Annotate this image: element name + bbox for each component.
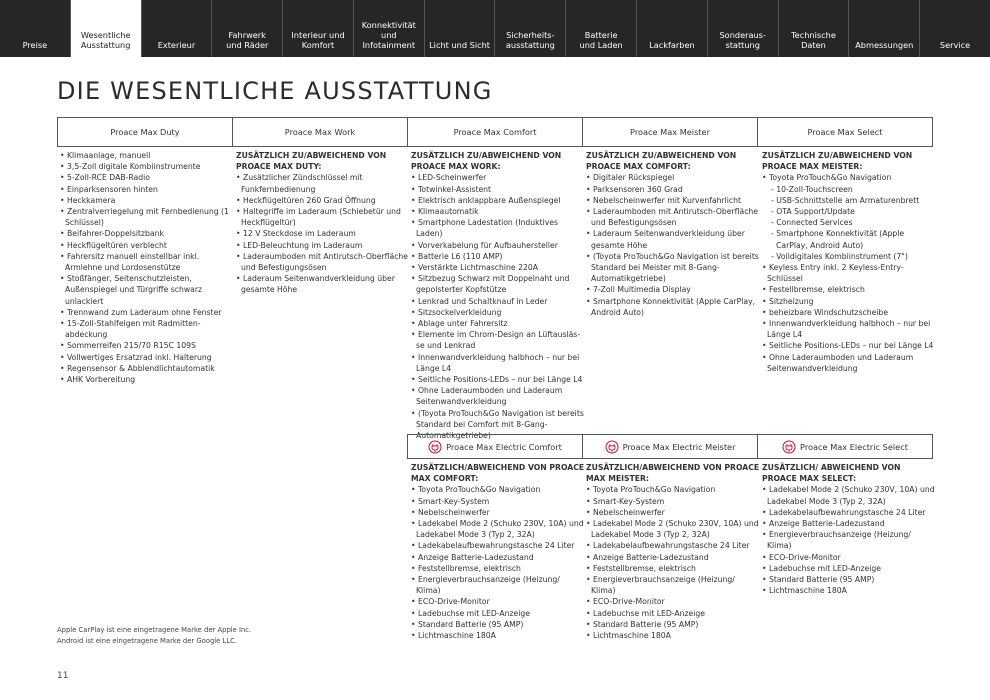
feature-column <box>586 150 761 318</box>
feature-item: • ECO-Drive-Monitor <box>586 596 761 607</box>
top-nav <box>0 0 990 57</box>
feature-item: • Toyota ProTouch&Go Navigation <box>586 484 761 495</box>
electric-header-label: Proace Max Electric Meister <box>622 441 736 452</box>
feature-item: • Stoßfänger, Seitenschutzleisten, Außenspiegel und Türgriffe schwarz unlackiert <box>60 273 235 307</box>
feature-item: • Ladekabel Mode 2 (Schuko 230V, 10A) und Ladekabel Mode 3 (Typ 2, 32A) <box>411 518 586 540</box>
nav-tab-label: Preise <box>22 40 48 50</box>
feature-item: • Lichtmaschine 180A <box>586 630 761 641</box>
nav-tab-label: Interieur und Komfort <box>291 30 345 50</box>
feature-item: • 7-Zoll Multimedia Display <box>586 284 761 295</box>
feature-item: • LED-Scheinwerfer <box>411 172 586 183</box>
feature-item: • Anzeige Batterie-Ladezustand <box>411 552 586 563</box>
nav-tab-2[interactable] <box>142 0 213 57</box>
feature-item: • LED-Beleuchtung im Laderaum <box>236 240 411 251</box>
footnote-android: Android ist eine eingetragene Marke der Google LLC. <box>57 637 237 645</box>
electric-feature-column <box>586 462 761 641</box>
nav-tab-11[interactable] <box>779 0 850 57</box>
feature-item: • Standard Batterie (95 AMP) <box>586 619 761 630</box>
page-title: DIE WESENTLICHE AUSSTATTUNG <box>57 77 493 105</box>
footnote-apple: Apple CarPlay ist eine eingetragene Marke der Apple Inc. <box>57 626 252 634</box>
feature-item: • Ladekabelaufbewahrungstasche 24 Liter <box>762 507 937 518</box>
nav-tab-label: Licht und Sicht <box>429 40 491 50</box>
feature-item: • Energieverbrauchsanzeige (Heizung/ Klima) <box>586 574 761 596</box>
feature-item: • Regensensor & Abblendlichtautomatik <box>60 363 235 374</box>
nav-tab-label: Lackfarben <box>649 40 695 50</box>
feature-item: • Anzeige Batterie-Ladezustand <box>762 518 937 529</box>
column-subhead: ZUSÄTZLICH/ABWEICHEND VON PROACE MAX MEISTER: <box>586 463 760 484</box>
nav-tab-label: Abmessungen <box>855 40 914 50</box>
feature-item: • Trennwand zum Laderaum ohne Fenster <box>60 307 235 318</box>
nav-tab-13[interactable] <box>920 0 990 57</box>
feature-item: • Zusätzlicher Zündschlüssel mit Funkfernbedienung <box>236 172 411 194</box>
column-header: Proace Max Select <box>807 127 883 137</box>
feature-item: • Parksensoren 360 Grad <box>586 184 761 195</box>
nav-tab-label: Exterieur <box>157 40 196 50</box>
nav-tab-label: Service <box>939 40 971 50</box>
feature-column <box>60 150 235 385</box>
feature-item: • Elektrisch anklappbare Außenspiegel <box>411 195 586 206</box>
electric-column-header <box>583 435 758 458</box>
electric-feature-column <box>762 462 937 596</box>
nav-tab-label: Sicherheits- ausstattung <box>505 30 555 50</box>
feature-item: • Toyota ProTouch&Go Navigation <box>762 172 937 183</box>
feature-item: • Ohne Laderaumboden und Laderaum Seitenwandverkleidung <box>762 352 937 374</box>
feature-item: • Laderaumboden mit Antirutsch-Oberfläche und Befestigungsösen <box>236 251 411 273</box>
feature-item: • Klimaanlage, manuell <box>60 150 235 161</box>
feature-item: • 3,5-Zoll digitale Kombiinstrumente <box>60 161 235 172</box>
nav-tab-10[interactable] <box>708 0 779 57</box>
feature-item: • Ladebuchse mit LED-Anzeige <box>411 608 586 619</box>
nav-tab-label: Konnektivität und Infotainment <box>361 20 416 50</box>
feature-item: • Heckkamera <box>60 195 235 206</box>
feature-item: • Seitliche Positions-LEDs – nur bei Länge L4 <box>411 374 586 385</box>
feature-item: • Sitzheizung <box>762 296 937 307</box>
feature-item: • Heckflügeltüren verblecht <box>60 240 235 251</box>
feature-item: • Nebelscheinwerfer mit Kurvenfahrlicht <box>586 195 761 206</box>
feature-item: • Smartphone Konnektivität (Apple CarPlay, Android Auto) <box>586 296 761 318</box>
feature-item: • Verstärkte Lichtmaschine 220A <box>411 262 586 273</box>
column-header: Proace Max Comfort <box>408 118 583 146</box>
nav-tab-12[interactable] <box>849 0 920 57</box>
feature-item: • Totwinkel-Assistent <box>411 184 586 195</box>
feature-item: • Einparksensoren hinten <box>60 184 235 195</box>
electric-header-row <box>407 434 933 459</box>
feature-item: • Ladekabelaufbewahrungstasche 24 Liter <box>411 540 586 551</box>
nav-tab-1[interactable] <box>71 0 142 57</box>
feature-item: • 15-Zoll-Stahlfelgen mit Radmitten-abdeckung <box>60 318 235 340</box>
electric-column-header <box>758 435 932 458</box>
nav-tab-0[interactable] <box>0 0 71 57</box>
feature-item: - Volldigitales Kombiinstrument (7") <box>762 251 937 262</box>
feature-item: • Lenkrad und Schaltknauf in Leder <box>411 296 586 307</box>
feature-item: • Seitliche Positions-LEDs – nur bei Länge L4 <box>762 340 937 351</box>
feature-item: • Fahrersitz manuell einstellbar inkl. Armlehne und Lordosenstütze <box>60 251 235 273</box>
nav-tab-label: Wesentliche Ausstattung <box>80 30 131 50</box>
column-subhead: ZUSÄTZLICH ZU/ABWEICHEND VON PROACE MAX COMFORT: <box>586 151 737 172</box>
feature-item: • Ladekabelaufbewahrungstasche 24 Liter <box>586 540 761 551</box>
nav-tab-label: Technische Daten <box>791 30 836 50</box>
feature-item: • Standard Batterie (95 AMP) <box>762 574 937 585</box>
feature-item: • Toyota ProTouch&Go Navigation <box>411 484 586 495</box>
nav-tab-6[interactable] <box>425 0 496 57</box>
electric-header-label: Proace Max Electric Comfort <box>446 441 562 452</box>
table-header-row <box>57 117 933 147</box>
column-subhead: ZUSÄTZLICH ZU/ABWEICHEND VON PROACE MAX WORK: <box>411 151 562 172</box>
nav-tab-7[interactable] <box>495 0 566 57</box>
feature-item: - Smartphone Konnektivität (Apple CarPlay, Android Auto) <box>762 228 937 250</box>
feature-item: • Ladekabel Mode 2 (Schuko 230V, 10A) und Ladekabel Mode 3 (Typ 2, 32A) <box>586 518 761 540</box>
column-subhead: ZUSÄTZLICH/ ABWEICHEND VON PROACE MAX SELECT: <box>762 463 901 484</box>
feature-item: • 5-Zoll-RCE DAB-Radio <box>60 172 235 183</box>
nav-tab-label: Sonderaus- stattung <box>719 30 766 50</box>
feature-item: • Feststellbremse, elektrisch <box>586 563 761 574</box>
electric-column-header <box>408 435 583 458</box>
feature-item: • Laderaumboden mit Antirutsch-Oberfläche und Befestigungsösen <box>586 206 761 228</box>
column-subhead: ZUSÄTZLICH/ABWEICHEND VON PROACE MAX COMFORT: <box>411 463 585 484</box>
feature-item: • Vorverkabelung für Aufbauhersteller <box>411 240 586 251</box>
feature-item: • Digitaler Rückspiegel <box>586 172 761 183</box>
electric-plug-icon <box>782 440 796 454</box>
feature-item: • Lichtmaschine 180A <box>762 585 937 596</box>
nav-tab-label: Fahrwerk und Räder <box>226 30 269 50</box>
feature-item: - Connected Services <box>762 217 937 228</box>
feature-item: • Klimaautomatik <box>411 206 586 217</box>
column-header: Proace Max Duty <box>58 118 233 146</box>
feature-item: • Energieverbrauchsanzeige (Heizung/ Klima) <box>411 574 586 596</box>
column-subhead: ZUSÄTZLICH ZU/ABWEICHEND VON PROACE MAX DUTY: <box>236 151 387 172</box>
feature-item: • Haltegriffe im Laderaum (Schiebetür und Heckflügeltür) <box>236 206 411 228</box>
feature-item: • Nebelscheinwerfer <box>411 507 586 518</box>
feature-item: • Nebelscheinwerfer <box>586 507 761 518</box>
feature-item: • ECO-Drive-Monitor <box>762 552 937 563</box>
nav-tab-8[interactable] <box>566 0 637 57</box>
feature-item: • Ohne Laderaumboden und Laderaum Seitenwandverkleidung <box>411 385 586 407</box>
feature-item: • Elemente im Chrom-Design an Lüftauslässe und Lenkrad <box>411 329 586 351</box>
feature-item: • Lichtmaschine 180A <box>411 630 586 641</box>
nav-tab-4[interactable] <box>283 0 354 57</box>
feature-item: • (Toyota ProTouch&Go Navigation ist bereits Standard bei Comfort mit 8-Gang-Automatikgetriebe) <box>411 408 586 442</box>
feature-item: • Vollwertiges Ersatzrad inkl. Halterung <box>60 352 235 363</box>
feature-item: • Smartphone Ladestation (Induktives Laden) <box>411 217 586 239</box>
feature-item: • Sitzbezug Schwarz mit Doppelnaht und gepolsterter Kopfstütze <box>411 273 586 295</box>
feature-item: • Innenwandverkleidung halbhoch – nur bei Länge L4 <box>762 318 937 340</box>
column-header: Proace Max Meister <box>583 118 758 146</box>
feature-item: • Laderaum Seitenwandverkleidung über gesamte Höhe <box>586 228 761 250</box>
feature-item: • Festellbremse, elektrisch <box>762 284 937 295</box>
electric-plug-icon <box>428 440 442 454</box>
feature-item: • Beifahrer-Doppelsitzbank <box>60 228 235 239</box>
nav-tab-label: Batterie und Laden <box>579 30 623 50</box>
column-subhead: ZUSÄTZLICH ZU/ABWEICHEND VON PROACE MAX MEISTER: <box>762 151 913 172</box>
column-header: Proace Max Work <box>233 118 408 146</box>
feature-item: • Laderaum Seitenwandverkleidung über gesamte Höhe <box>236 273 411 295</box>
feature-item: • ECO-Drive-Monitor <box>411 596 586 607</box>
feature-item: • Ladebuchse mit LED-Anzeige <box>586 608 761 619</box>
feature-item: - OTA Support/Update <box>762 206 937 217</box>
nav-tab-3[interactable] <box>212 0 283 57</box>
feature-item: • Keyless Entry inkl. 2 Keyless-Entry-Schlüssel <box>762 262 937 284</box>
feature-column <box>411 150 586 441</box>
feature-item: • Ablage unter Fahrersitz <box>411 318 586 329</box>
feature-column <box>236 150 411 296</box>
feature-item: • Heckflügeltüren 260 Grad Öffnung <box>236 195 411 206</box>
page-number: 11 <box>57 671 69 681</box>
feature-item: • Ladebuchse mit LED-Anzeige <box>762 563 937 574</box>
feature-item: • Batterie L6 (110 AMP) <box>411 251 586 262</box>
feature-item: • Energieverbrauchsanzeige (Heizung/ Klima) <box>762 529 937 551</box>
feature-item: • Feststellbremse, elektrisch <box>411 563 586 574</box>
feature-item: • Smart-Key-System <box>586 496 761 507</box>
electric-feature-column <box>411 462 586 641</box>
feature-item: • Sommerreifen 215/70 R15C 109S <box>60 340 235 351</box>
feature-item: • Sitzsockelverkleidung <box>411 307 586 318</box>
electric-plug-icon <box>605 440 619 454</box>
electric-header-label: Proace Max Electric Select <box>800 441 908 452</box>
feature-item: • Zentralverriegelung mit Fernbedienung (1 Schlüssel) <box>60 206 235 228</box>
feature-column <box>762 150 937 374</box>
feature-item: • AHK Vorbereitung <box>60 374 235 385</box>
feature-item: - 10-Zoll-Touchscreen <box>762 184 937 195</box>
feature-item: • Ladekabel Mode 2 (Schuko 230V, 10A) und Ladekabel Mode 3 (Typ 2, 32A) <box>762 484 937 506</box>
feature-item: • Innenwandverkleidung halbhoch – nur bei Länge L4 <box>411 352 586 374</box>
feature-item: • beheizbare Windschutzscheibe <box>762 307 937 318</box>
nav-tab-9[interactable] <box>637 0 708 57</box>
feature-item: • Smart-Key-System <box>411 496 586 507</box>
nav-tab-5[interactable] <box>354 0 425 57</box>
feature-item: • Anzeige Batterie-Ladezustand <box>586 552 761 563</box>
feature-item: • (Toyota ProTouch&Go Navigation ist bereits Standard bei Meister mit 8-Gang-Automatikgetriebe) <box>586 251 761 285</box>
feature-item: - USB-Schnittstelle am Armaturenbrett <box>762 195 937 206</box>
feature-item: • 12 V Steckdose im Laderaum <box>236 228 411 239</box>
feature-item: • Standard Batterie (95 AMP) <box>411 619 586 630</box>
